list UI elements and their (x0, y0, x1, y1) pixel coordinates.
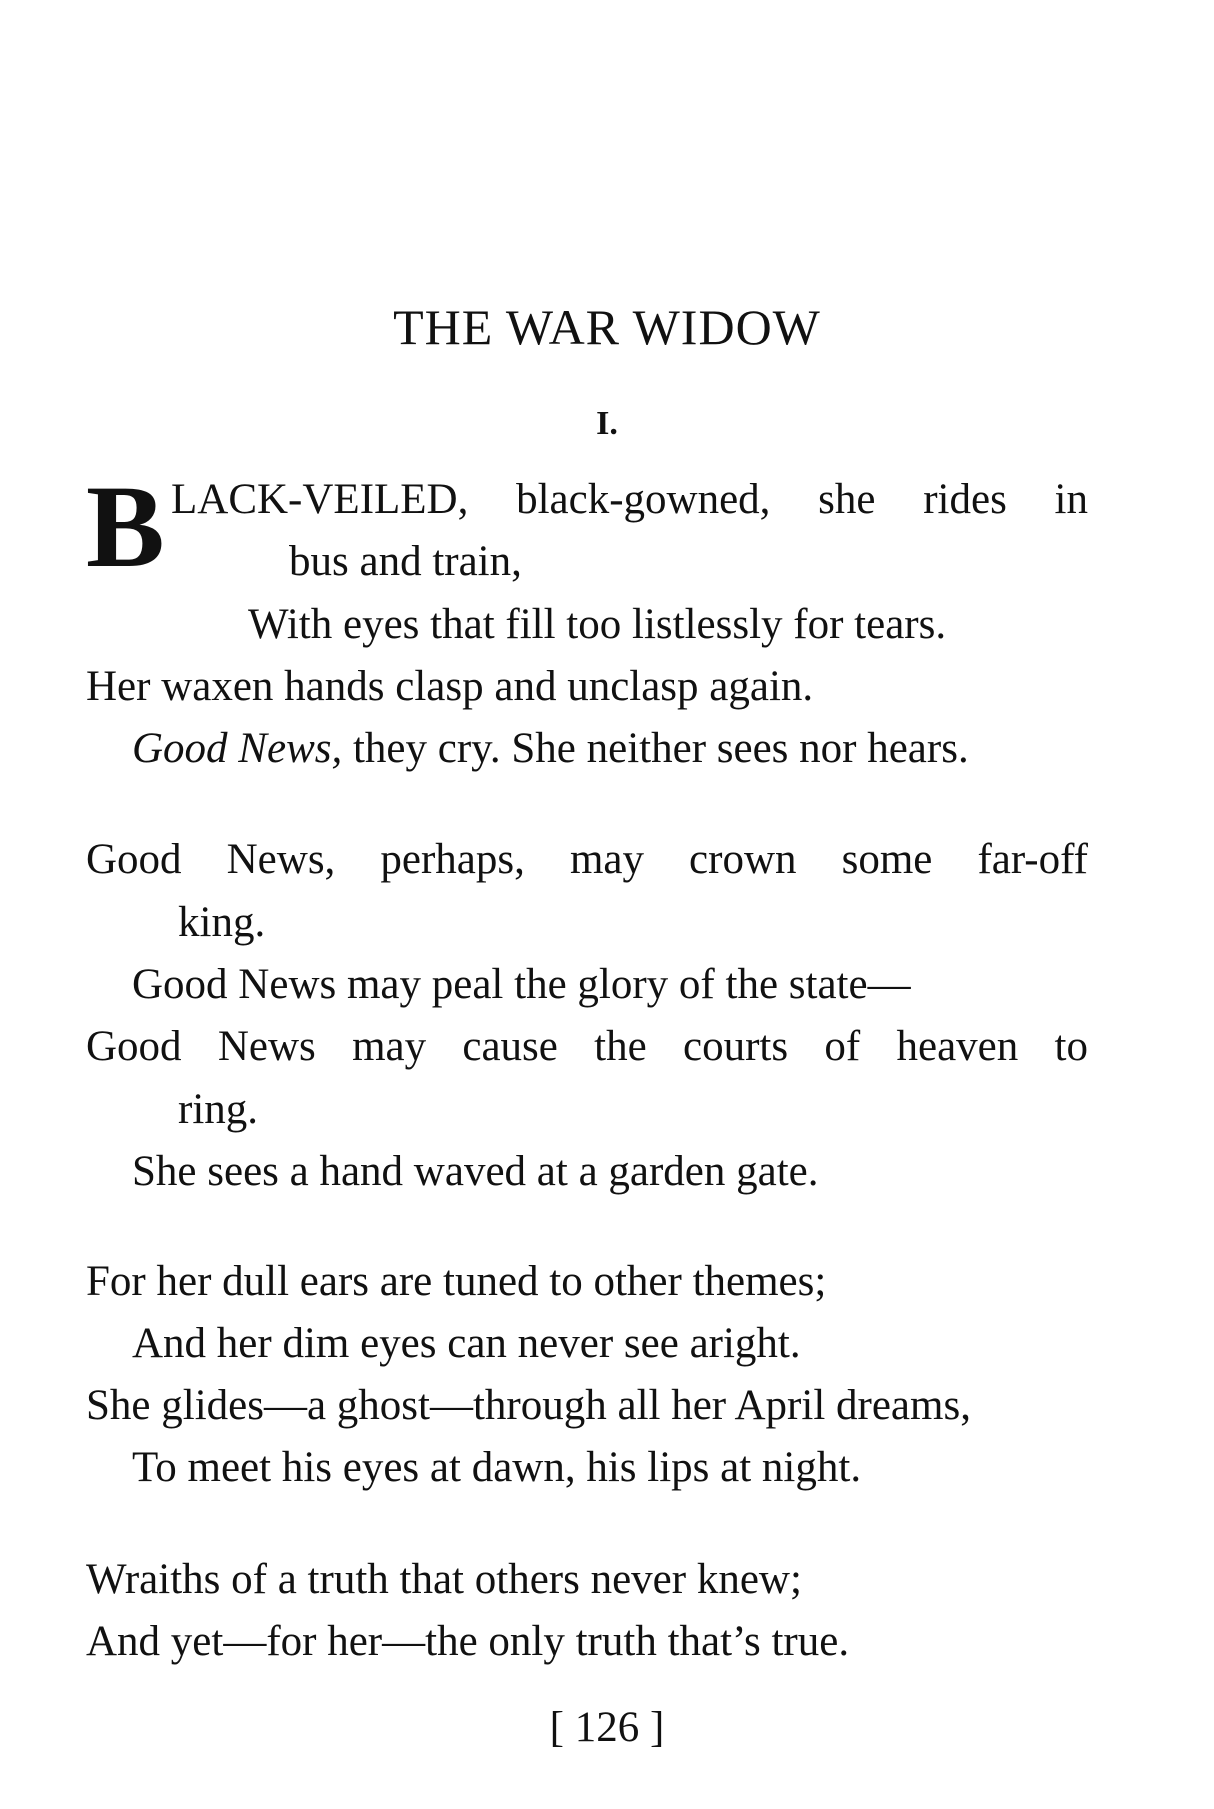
stanza1-line3: Her waxen hands clasp and unclasp again. (86, 663, 814, 710)
stanza3-line4: To meet his eyes at dawn, his lips at night. (132, 1444, 862, 1491)
stanza1-line4 (132, 727, 969, 770)
stanza2-line3-continuation: ring. (178, 1086, 259, 1133)
stanza1-line1-continuation: bus and train, (289, 538, 522, 585)
section-number: I. (596, 405, 618, 442)
drop-cap: B (86, 461, 165, 592)
stanza1-line4-rest: they cry. She neither sees nor hears. (342, 725, 969, 772)
stanza4-line2: And yet—for her—the only truth that’s true. (86, 1618, 850, 1665)
italic-good-news: Good News, (132, 725, 343, 772)
stanza2-line4: She sees a hand waved at a garden gate. (132, 1148, 819, 1195)
stanza1-line2: With eyes that fill too listlessly for tears. (248, 601, 947, 648)
stanza3-line2: And her dim eyes can never see aright. (132, 1320, 801, 1367)
stanza2-line1: Good News, perhaps, may crown some far-off (86, 836, 1088, 883)
stanza4-line1: Wraiths of a truth that others never knew; (86, 1556, 802, 1603)
stanza2-line2: Good News may peal the glory of the state— (132, 961, 911, 1008)
stanza2-line3: Good News may cause the courts of heaven to (86, 1023, 1088, 1070)
page-number: [ 126 ] (549, 1704, 665, 1751)
stanza3-line1: For her dull ears are tuned to other themes; (86, 1258, 827, 1305)
stanza3-line3: She glides—a ghost—through all her April dreams, (86, 1382, 971, 1429)
poem-title: THE WAR WIDOW (393, 299, 821, 355)
stanza1-line1: LACK-VEILED, black-gowned, she rides in (171, 476, 1088, 523)
stanza2-line1-continuation: king. (178, 899, 266, 946)
